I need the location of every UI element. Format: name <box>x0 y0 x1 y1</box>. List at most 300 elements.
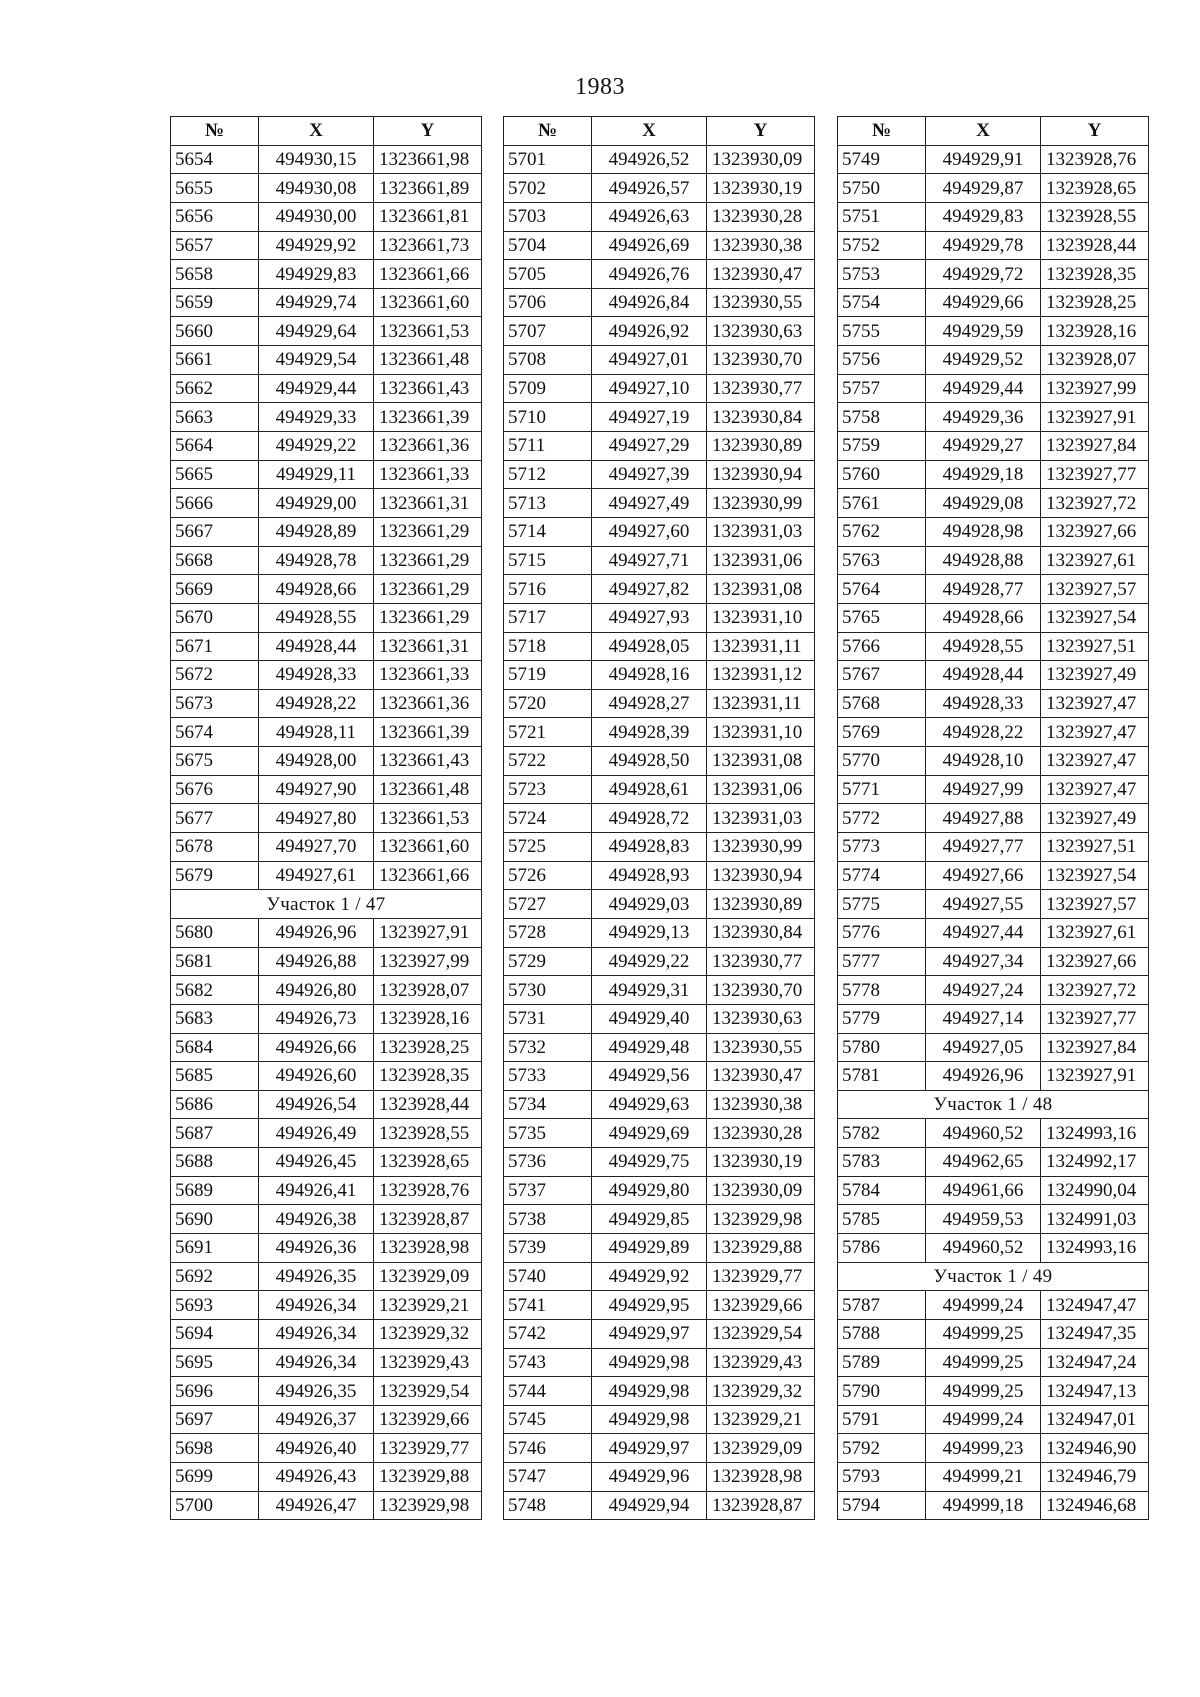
table-row <box>838 546 1149 575</box>
y-coordinate-cell: 1323661,53 <box>374 804 482 833</box>
x-coordinate-cell: 494927,71 <box>592 546 707 575</box>
y-coordinate-cell: 1323930,47 <box>707 1062 815 1091</box>
y-coordinate-cell: 1323661,98 <box>374 145 482 174</box>
x-coordinate-cell: 494929,44 <box>926 374 1041 403</box>
point-number-cell: 5743 <box>504 1348 592 1377</box>
table-row <box>838 918 1149 947</box>
point-number-cell: 5689 <box>171 1176 259 1205</box>
y-coordinate-cell: 1323930,63 <box>707 1004 815 1033</box>
table-row <box>504 403 815 432</box>
table-row <box>838 260 1149 289</box>
y-coordinate-cell: 1323928,07 <box>1041 346 1149 375</box>
x-coordinate-cell: 494929,97 <box>592 1319 707 1348</box>
y-coordinate-cell: 1323928,07 <box>374 976 482 1005</box>
x-coordinate-cell: 494926,96 <box>259 918 374 947</box>
y-coordinate-cell: 1323927,66 <box>1041 517 1149 546</box>
x-coordinate-cell: 494926,96 <box>926 1062 1041 1091</box>
table-row <box>838 1491 1149 1520</box>
y-coordinate-cell: 1323930,77 <box>707 947 815 976</box>
table-row <box>171 661 482 690</box>
point-number-cell: 5722 <box>504 747 592 776</box>
point-number-cell: 5756 <box>838 346 926 375</box>
x-coordinate-cell: 494926,37 <box>259 1405 374 1434</box>
y-coordinate-cell: 1323927,49 <box>1041 661 1149 690</box>
table-row <box>504 718 815 747</box>
y-coordinate-cell: 1323929,77 <box>707 1262 815 1291</box>
table-row <box>171 1491 482 1520</box>
x-coordinate-cell: 494928,55 <box>259 603 374 632</box>
point-number-cell: 5725 <box>504 833 592 862</box>
table-row <box>504 947 815 976</box>
x-coordinate-cell: 494929,27 <box>926 432 1041 461</box>
point-number-cell: 5696 <box>171 1377 259 1406</box>
x-coordinate-cell: 494928,27 <box>592 689 707 718</box>
table-row <box>504 976 815 1005</box>
table-row <box>171 603 482 632</box>
point-number-cell: 5666 <box>171 489 259 518</box>
table-row <box>838 804 1149 833</box>
y-coordinate-cell: 1324993,16 <box>1041 1233 1149 1262</box>
y-coordinate-cell: 1323927,61 <box>1041 546 1149 575</box>
x-coordinate-cell: 494926,34 <box>259 1291 374 1320</box>
y-coordinate-cell: 1323927,84 <box>1041 432 1149 461</box>
y-coordinate-cell: 1323661,43 <box>374 747 482 776</box>
table-row <box>171 231 482 260</box>
point-number-cell: 5773 <box>838 833 926 862</box>
y-coordinate-cell: 1323661,29 <box>374 575 482 604</box>
x-coordinate-cell: 494929,63 <box>592 1090 707 1119</box>
x-coordinate-cell: 494927,44 <box>926 918 1041 947</box>
x-coordinate-cell: 494926,41 <box>259 1176 374 1205</box>
table-row <box>171 918 482 947</box>
table-row <box>171 1405 482 1434</box>
point-number-cell: 5677 <box>171 804 259 833</box>
x-coordinate-cell: 494927,34 <box>926 947 1041 976</box>
y-coordinate-cell: 1323930,70 <box>707 346 815 375</box>
point-number-cell: 5794 <box>838 1491 926 1520</box>
point-number-cell: 5721 <box>504 718 592 747</box>
y-coordinate-cell: 1323931,11 <box>707 632 815 661</box>
y-coordinate-cell: 1323927,91 <box>1041 403 1149 432</box>
y-coordinate-cell: 1323927,57 <box>1041 890 1149 919</box>
table-row <box>504 260 815 289</box>
y-coordinate-cell: 1323928,87 <box>707 1491 815 1520</box>
y-coordinate-cell: 1323929,32 <box>374 1319 482 1348</box>
header-x: X <box>259 117 374 146</box>
point-number-cell: 5676 <box>171 775 259 804</box>
table-row <box>838 489 1149 518</box>
point-number-cell: 5682 <box>171 976 259 1005</box>
table-row <box>504 918 815 947</box>
point-number-cell: 5706 <box>504 288 592 317</box>
point-number-cell: 5680 <box>171 918 259 947</box>
table-row <box>171 1262 482 1291</box>
y-coordinate-cell: 1323929,43 <box>707 1348 815 1377</box>
y-coordinate-cell: 1323927,72 <box>1041 489 1149 518</box>
y-coordinate-cell: 1323661,60 <box>374 288 482 317</box>
table-row <box>838 718 1149 747</box>
point-number-cell: 5744 <box>504 1377 592 1406</box>
table-row <box>504 1119 815 1148</box>
point-number-cell: 5772 <box>838 804 926 833</box>
table-row <box>504 1148 815 1177</box>
table-row <box>504 1090 815 1119</box>
point-number-cell: 5782 <box>838 1119 926 1148</box>
table-row <box>504 432 815 461</box>
y-coordinate-cell: 1323929,88 <box>707 1233 815 1262</box>
point-number-cell: 5766 <box>838 632 926 661</box>
x-coordinate-cell: 494927,70 <box>259 833 374 862</box>
x-coordinate-cell: 494926,66 <box>259 1033 374 1062</box>
point-number-cell: 5670 <box>171 603 259 632</box>
x-coordinate-cell: 494927,93 <box>592 603 707 632</box>
x-coordinate-cell: 494928,83 <box>592 833 707 862</box>
y-coordinate-cell: 1323931,10 <box>707 718 815 747</box>
y-coordinate-cell: 1323927,84 <box>1041 1033 1149 1062</box>
y-coordinate-cell: 1323927,51 <box>1041 833 1149 862</box>
y-coordinate-cell: 1323928,35 <box>1041 260 1149 289</box>
x-coordinate-cell: 494929,78 <box>926 231 1041 260</box>
y-coordinate-cell: 1324992,17 <box>1041 1148 1149 1177</box>
table-row <box>171 861 482 890</box>
point-number-cell: 5712 <box>504 460 592 489</box>
x-coordinate-cell: 494929,48 <box>592 1033 707 1062</box>
y-coordinate-cell: 1323661,43 <box>374 374 482 403</box>
y-coordinate-cell: 1323929,21 <box>707 1405 815 1434</box>
point-number-cell: 5672 <box>171 661 259 690</box>
y-coordinate-cell: 1323929,54 <box>707 1319 815 1348</box>
x-coordinate-cell: 494928,89 <box>259 517 374 546</box>
coordinates-table-3 <box>837 116 1149 1520</box>
point-number-cell: 5771 <box>838 775 926 804</box>
table-row <box>504 603 815 632</box>
y-coordinate-cell: 1323929,32 <box>707 1377 815 1406</box>
y-coordinate-cell: 1324947,01 <box>1041 1405 1149 1434</box>
x-coordinate-cell: 494929,98 <box>592 1377 707 1406</box>
table-row <box>504 661 815 690</box>
table-row <box>171 260 482 289</box>
y-coordinate-cell: 1323928,25 <box>1041 288 1149 317</box>
table-row <box>838 1348 1149 1377</box>
x-coordinate-cell: 494928,66 <box>926 603 1041 632</box>
x-coordinate-cell: 494929,33 <box>259 403 374 432</box>
table-row <box>171 1176 482 1205</box>
y-coordinate-cell: 1323927,51 <box>1041 632 1149 661</box>
section-row <box>171 890 482 919</box>
x-coordinate-cell: 494928,44 <box>259 632 374 661</box>
table-row <box>171 517 482 546</box>
x-coordinate-cell: 494926,54 <box>259 1090 374 1119</box>
y-coordinate-cell: 1323931,12 <box>707 661 815 690</box>
table-row <box>838 775 1149 804</box>
point-number-cell: 5745 <box>504 1405 592 1434</box>
x-coordinate-cell: 494926,49 <box>259 1119 374 1148</box>
y-coordinate-cell: 1323930,99 <box>707 489 815 518</box>
y-coordinate-cell: 1323929,66 <box>707 1291 815 1320</box>
point-number-cell: 5751 <box>838 202 926 231</box>
point-number-cell: 5710 <box>504 403 592 432</box>
x-coordinate-cell: 494926,80 <box>259 976 374 1005</box>
y-coordinate-cell: 1324993,16 <box>1041 1119 1149 1148</box>
x-coordinate-cell: 494926,40 <box>259 1434 374 1463</box>
point-number-cell: 5740 <box>504 1262 592 1291</box>
table-row <box>838 174 1149 203</box>
x-coordinate-cell: 494929,92 <box>259 231 374 260</box>
y-coordinate-cell: 1323661,36 <box>374 432 482 461</box>
point-number-cell: 5749 <box>838 145 926 174</box>
y-coordinate-cell: 1323929,09 <box>374 1262 482 1291</box>
table-row <box>504 460 815 489</box>
y-coordinate-cell: 1323930,19 <box>707 174 815 203</box>
table-row <box>171 1090 482 1119</box>
point-number-cell: 5785 <box>838 1205 926 1234</box>
y-coordinate-cell: 1323930,89 <box>707 890 815 919</box>
table-row <box>504 833 815 862</box>
y-coordinate-cell: 1323930,09 <box>707 145 815 174</box>
x-coordinate-cell: 494926,47 <box>259 1491 374 1520</box>
page-number: 1983 <box>575 74 625 100</box>
table-header-row <box>504 117 815 146</box>
table-row <box>504 1405 815 1434</box>
x-coordinate-cell: 494928,39 <box>592 718 707 747</box>
coordinates-table-1 <box>170 116 482 1520</box>
table-row <box>838 747 1149 776</box>
point-number-cell: 5688 <box>171 1148 259 1177</box>
table-row <box>838 145 1149 174</box>
table-row <box>171 202 482 231</box>
table-row <box>171 489 482 518</box>
header-number: № <box>838 117 926 146</box>
table-row <box>171 1062 482 1091</box>
x-coordinate-cell: 494999,25 <box>926 1348 1041 1377</box>
point-number-cell: 5754 <box>838 288 926 317</box>
table-row <box>838 1463 1149 1492</box>
table-row <box>838 1377 1149 1406</box>
table-row <box>838 1062 1149 1091</box>
point-number-cell: 5750 <box>838 174 926 203</box>
table-row <box>838 1119 1149 1148</box>
table-row <box>171 575 482 604</box>
x-coordinate-cell: 494928,05 <box>592 632 707 661</box>
point-number-cell: 5664 <box>171 432 259 461</box>
y-coordinate-cell: 1324947,24 <box>1041 1348 1149 1377</box>
point-number-cell: 5724 <box>504 804 592 833</box>
x-coordinate-cell: 494928,11 <box>259 718 374 747</box>
x-coordinate-cell: 494928,50 <box>592 747 707 776</box>
x-coordinate-cell: 494927,61 <box>259 861 374 890</box>
table-row <box>504 775 815 804</box>
y-coordinate-cell: 1323928,98 <box>707 1463 815 1492</box>
table-row <box>171 1348 482 1377</box>
table-row <box>504 546 815 575</box>
y-coordinate-cell: 1323661,81 <box>374 202 482 231</box>
table-row <box>838 202 1149 231</box>
x-coordinate-cell: 494929,00 <box>259 489 374 518</box>
x-coordinate-cell: 494927,77 <box>926 833 1041 862</box>
y-coordinate-cell: 1323928,16 <box>374 1004 482 1033</box>
y-coordinate-cell: 1323661,89 <box>374 174 482 203</box>
point-number-cell: 5678 <box>171 833 259 862</box>
y-coordinate-cell: 1323661,36 <box>374 689 482 718</box>
table-row <box>838 575 1149 604</box>
table-row <box>171 689 482 718</box>
x-coordinate-cell: 494927,60 <box>592 517 707 546</box>
point-number-cell: 5700 <box>171 1491 259 1520</box>
table-row <box>171 976 482 1005</box>
point-number-cell: 5709 <box>504 374 592 403</box>
point-number-cell: 5760 <box>838 460 926 489</box>
point-number-cell: 5737 <box>504 1176 592 1205</box>
table-row <box>838 689 1149 718</box>
x-coordinate-cell: 494926,38 <box>259 1205 374 1234</box>
x-coordinate-cell: 494926,60 <box>259 1062 374 1091</box>
y-coordinate-cell: 1323927,72 <box>1041 976 1149 1005</box>
table-row <box>838 861 1149 890</box>
y-coordinate-cell: 1323930,55 <box>707 288 815 317</box>
point-number-cell: 5654 <box>171 145 259 174</box>
point-number-cell: 5655 <box>171 174 259 203</box>
y-coordinate-cell: 1323927,47 <box>1041 775 1149 804</box>
table-row <box>171 174 482 203</box>
x-coordinate-cell: 494927,24 <box>926 976 1041 1005</box>
x-coordinate-cell: 494928,55 <box>926 632 1041 661</box>
y-coordinate-cell: 1323930,99 <box>707 833 815 862</box>
table-row <box>838 1233 1149 1262</box>
point-number-cell: 5742 <box>504 1319 592 1348</box>
point-number-cell: 5787 <box>838 1291 926 1320</box>
point-number-cell: 5736 <box>504 1148 592 1177</box>
y-coordinate-cell: 1323930,55 <box>707 1033 815 1062</box>
point-number-cell: 5735 <box>504 1119 592 1148</box>
y-coordinate-cell: 1323927,61 <box>1041 918 1149 947</box>
x-coordinate-cell: 494927,80 <box>259 804 374 833</box>
table-row <box>838 661 1149 690</box>
table-header-row <box>838 117 1149 146</box>
point-number-cell: 5657 <box>171 231 259 260</box>
y-coordinate-cell: 1323927,47 <box>1041 747 1149 776</box>
y-coordinate-cell: 1323930,94 <box>707 861 815 890</box>
point-number-cell: 5783 <box>838 1148 926 1177</box>
y-coordinate-cell: 1323929,21 <box>374 1291 482 1320</box>
x-coordinate-cell: 494927,66 <box>926 861 1041 890</box>
x-coordinate-cell: 494929,74 <box>259 288 374 317</box>
point-number-cell: 5681 <box>171 947 259 976</box>
table-row <box>171 1148 482 1177</box>
x-coordinate-cell: 494962,65 <box>926 1148 1041 1177</box>
table-row <box>504 1377 815 1406</box>
table-row <box>504 231 815 260</box>
point-number-cell: 5755 <box>838 317 926 346</box>
x-coordinate-cell: 494930,08 <box>259 174 374 203</box>
point-number-cell: 5719 <box>504 661 592 690</box>
point-number-cell: 5770 <box>838 747 926 776</box>
y-coordinate-cell: 1323928,44 <box>1041 231 1149 260</box>
point-number-cell: 5715 <box>504 546 592 575</box>
table-row <box>171 833 482 862</box>
x-coordinate-cell: 494960,52 <box>926 1119 1041 1148</box>
point-number-cell: 5777 <box>838 947 926 976</box>
table-row <box>504 1319 815 1348</box>
point-number-cell: 5705 <box>504 260 592 289</box>
table-row <box>171 346 482 375</box>
point-number-cell: 5768 <box>838 689 926 718</box>
table-row <box>171 1377 482 1406</box>
x-coordinate-cell: 494926,76 <box>592 260 707 289</box>
point-number-cell: 5757 <box>838 374 926 403</box>
point-number-cell: 5695 <box>171 1348 259 1377</box>
point-number-cell: 5774 <box>838 861 926 890</box>
y-coordinate-cell: 1323927,57 <box>1041 575 1149 604</box>
x-coordinate-cell: 494927,49 <box>592 489 707 518</box>
point-number-cell: 5752 <box>838 231 926 260</box>
point-number-cell: 5775 <box>838 890 926 919</box>
table-row <box>838 317 1149 346</box>
x-coordinate-cell: 494961,66 <box>926 1176 1041 1205</box>
y-coordinate-cell: 1324991,03 <box>1041 1205 1149 1234</box>
y-coordinate-cell: 1323928,76 <box>1041 145 1149 174</box>
table-row <box>838 1176 1149 1205</box>
point-number-cell: 5698 <box>171 1434 259 1463</box>
point-number-cell: 5789 <box>838 1348 926 1377</box>
x-coordinate-cell: 494929,80 <box>592 1176 707 1205</box>
point-number-cell: 5758 <box>838 403 926 432</box>
point-number-cell: 5720 <box>504 689 592 718</box>
table-row <box>504 174 815 203</box>
table-row <box>838 403 1149 432</box>
header-x: X <box>592 117 707 146</box>
x-coordinate-cell: 494927,82 <box>592 575 707 604</box>
y-coordinate-cell: 1323930,89 <box>707 432 815 461</box>
point-number-cell: 5729 <box>504 947 592 976</box>
y-coordinate-cell: 1323661,66 <box>374 861 482 890</box>
y-coordinate-cell: 1323927,66 <box>1041 947 1149 976</box>
table-row <box>838 432 1149 461</box>
point-number-cell: 5791 <box>838 1405 926 1434</box>
table-header-row <box>171 117 482 146</box>
y-coordinate-cell: 1323661,66 <box>374 260 482 289</box>
table-row <box>504 1233 815 1262</box>
y-coordinate-cell: 1323928,35 <box>374 1062 482 1091</box>
header-y: Y <box>374 117 482 146</box>
header-y: Y <box>707 117 815 146</box>
x-coordinate-cell: 494929,18 <box>926 460 1041 489</box>
x-coordinate-cell: 494929,92 <box>592 1262 707 1291</box>
point-number-cell: 5711 <box>504 432 592 461</box>
x-coordinate-cell: 494929,54 <box>259 346 374 375</box>
y-coordinate-cell: 1323931,03 <box>707 804 815 833</box>
y-coordinate-cell: 1324990,04 <box>1041 1176 1149 1205</box>
y-coordinate-cell: 1323929,88 <box>374 1463 482 1492</box>
table-row <box>171 317 482 346</box>
point-number-cell: 5779 <box>838 1004 926 1033</box>
table-row <box>504 632 815 661</box>
table-row <box>171 775 482 804</box>
point-number-cell: 5786 <box>838 1233 926 1262</box>
section-label: Участок 1 / 47 <box>171 890 482 919</box>
x-coordinate-cell: 494926,43 <box>259 1463 374 1492</box>
table-row <box>838 1033 1149 1062</box>
table-row <box>171 1205 482 1234</box>
y-coordinate-cell: 1323930,38 <box>707 1090 815 1119</box>
x-coordinate-cell: 494999,24 <box>926 1405 1041 1434</box>
x-coordinate-cell: 494928,10 <box>926 747 1041 776</box>
point-number-cell: 5778 <box>838 976 926 1005</box>
table-row <box>838 517 1149 546</box>
point-number-cell: 5693 <box>171 1291 259 1320</box>
x-coordinate-cell: 494929,59 <box>926 317 1041 346</box>
x-coordinate-cell: 494926,69 <box>592 231 707 260</box>
point-number-cell: 5728 <box>504 918 592 947</box>
